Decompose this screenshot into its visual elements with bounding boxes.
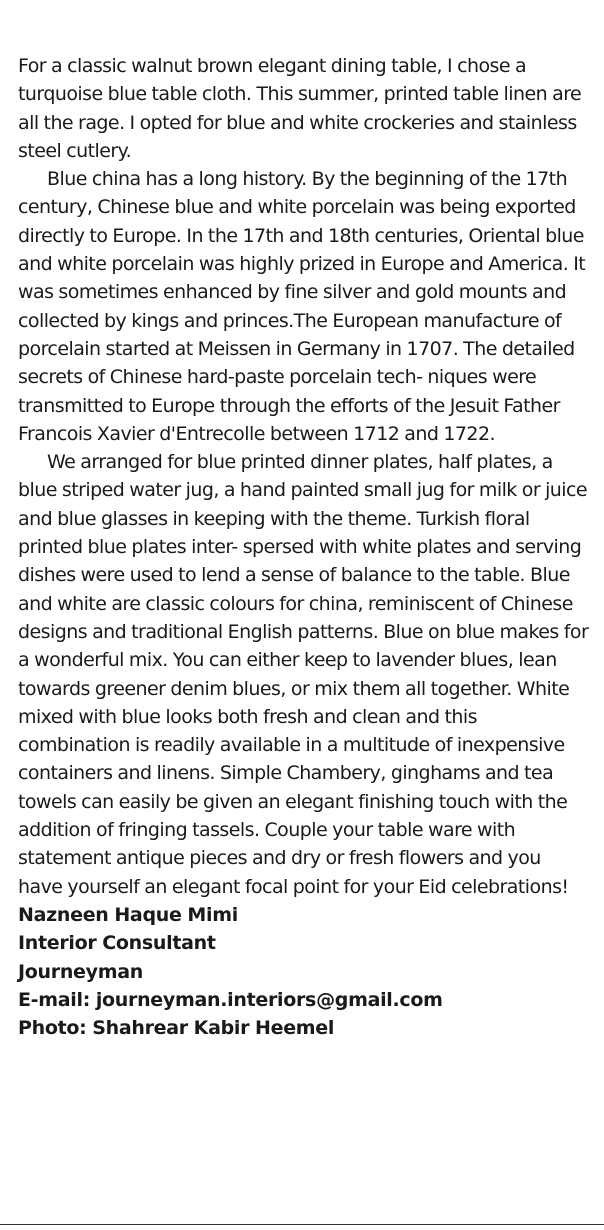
paragraph-intro: For a classic walnut brown elegant dining table, I chose a turquoise blue table cloth. This summer, printed table linen are all the rage. I opted for blue and white crockeries and stainless steel cutlery.: [18, 55, 582, 162]
author-title: Interior Consultant: [18, 932, 216, 955]
bottom-divider: [0, 1224, 604, 1225]
author-name: Nazneen Haque Mimi: [18, 903, 238, 926]
article-body: [18, 52, 590, 1042]
paragraph-history: Blue china has a long history. By the beginning of the 17th century, Chinese blue and white porcelain was being exported directly to Europe. In the 17th and 18th centuries, Oriental blue and white porcelain was highly prized in Europe and America. It was sometimes enhanced by fine silver and gold mounts and collected by kings and princes.The European manufacture of porcelain started at Meissen in Germany in 1707. The detailed secrets of Chinese hard-paste porcelain tech- niques were transmitted to Europe through the efforts of the Jesuit Father Francois Xavier d'Entrecolle between 1712 and 1722.: [18, 168, 586, 445]
paragraph-arrangement: We arranged for blue printed dinner plates, half plates, a blue striped water jug, a hand painted small jug for milk or juice and blue glasses in keeping with the theme. Turkish floral printed blue plates inter- spersed with white plates and serving dishes were used to lend a sense of balance to the table. Blue and white are classic colours for china, reminiscent of Chinese designs and traditional English patterns. Blue on blue makes for a wonderful mix. You can either keep to lavender blues, lean towards greener denim blues, or mix them all together. White mixed with blue looks both fresh and clean and this combination is readily available in a multitude of inexpensive containers and linens. Simple Chambery, ginghams and tea towels can easily be given an elegant finishing touch with the addition of fringing tassels. Couple your table ware with statement antique pieces and dry or fresh flowers and you have yourself an elegant focal point for your Eid celebrations!: [18, 451, 589, 898]
photo-credit: Photo: Shahrear Kabir Heemel: [18, 1017, 335, 1040]
author-company: Journeyman: [18, 960, 143, 983]
byline: [18, 901, 590, 1042]
author-email: E-mail: journeyman.interiors@gmail.com: [18, 988, 443, 1011]
